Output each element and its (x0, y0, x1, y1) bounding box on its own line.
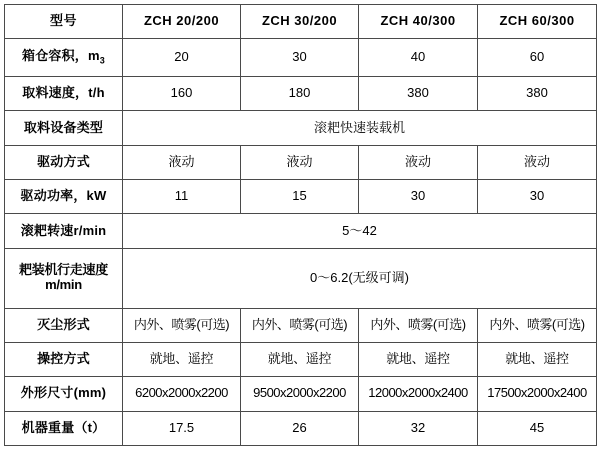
cell-bin-capacity-4: 60 (478, 39, 597, 77)
cell-dimensions-2: 9500x2000x2200 (241, 377, 359, 411)
cell-machine-weight-3: 32 (359, 411, 478, 445)
cell-dimensions-1: 6200x2000x2200 (123, 377, 241, 411)
cell-drive-power-4: 30 (478, 180, 597, 214)
cell-bin-capacity-3: 40 (359, 39, 478, 77)
row-label-machine-weight: 机器重量（t） (5, 411, 123, 445)
cell-dust-suppression-3: 内外、喷雾(可选) (359, 308, 478, 342)
row-label-control-mode: 操控方式 (5, 342, 123, 376)
table-row (5, 180, 597, 214)
row-label-drive-power: 驱动功率，kW (5, 180, 123, 214)
cell-dust-suppression-2: 内外、喷雾(可选) (241, 308, 359, 342)
cell-equipment-type-merged: 滚耙快速装载机 (123, 111, 597, 145)
cell-dust-suppression-1: 内外、喷雾(可选) (123, 308, 241, 342)
cell-control-mode-2: 就地、遥控 (241, 342, 359, 376)
specification-table (4, 4, 597, 446)
cell-drive-mode-4: 液动 (478, 145, 597, 179)
cell-dust-suppression-4: 内外、喷雾(可选) (478, 308, 597, 342)
cell-drive-mode-3: 液动 (359, 145, 478, 179)
row-label-rake-speed: 滚耙转速r/min (5, 214, 123, 248)
cell-control-mode-4: 就地、遥控 (478, 342, 597, 376)
cell-dimensions-3: 12000x2000x2400 (359, 377, 478, 411)
superscript-3: 3 (99, 55, 105, 66)
table-row (5, 77, 597, 111)
row-label-bin-capacity: 箱仓容积，$m_3$ (5, 39, 123, 77)
table-row (5, 39, 597, 77)
table-row (5, 248, 597, 308)
cell-control-mode-3: 就地、遥控 (359, 342, 478, 376)
cell-machine-weight-4: 45 (478, 411, 597, 445)
header-model-4: ZCH 60/300 (478, 5, 597, 39)
header-model-1: ZCH 20/200 (123, 5, 241, 39)
cell-reclaim-speed-1: 160 (123, 77, 241, 111)
cell-drive-power-2: 15 (241, 180, 359, 214)
table-row (5, 308, 597, 342)
cell-machine-weight-2: 26 (241, 411, 359, 445)
cell-reclaim-speed-4: 380 (478, 77, 597, 111)
table-row (5, 111, 597, 145)
cell-machine-weight-1: 17.5 (123, 411, 241, 445)
row-label-reclaim-speed: 取料速度，t/h (5, 77, 123, 111)
row-label-dimensions: 外形尺寸(mm) (5, 377, 123, 411)
table-row (5, 214, 597, 248)
row-label-equipment-type: 取料设备类型 (5, 111, 123, 145)
cell-bin-capacity-1: 20 (123, 39, 241, 77)
cell-rake-speed-merged: 5～42 (123, 214, 597, 248)
cell-drive-power-1: 11 (123, 180, 241, 214)
table-row (5, 145, 597, 179)
table-row (5, 411, 597, 445)
table-row (5, 377, 597, 411)
table-header-row (5, 5, 597, 39)
header-model-2: ZCH 30/200 (241, 5, 359, 39)
table-row (5, 342, 597, 376)
cell-control-mode-1: 就地、遥控 (123, 342, 241, 376)
header-model-label: 型号 (5, 5, 123, 39)
header-model-3: ZCH 40/300 (359, 5, 478, 39)
cell-dimensions-4: 17500x2000x2400 (478, 377, 597, 411)
cell-drive-power-3: 30 (359, 180, 478, 214)
cell-travel-speed-merged: 0～6.2(无级可调) (123, 248, 597, 308)
row-label-dust-suppression: 灭尘形式 (5, 308, 123, 342)
cell-reclaim-speed-3: 380 (359, 77, 478, 111)
cell-bin-capacity-2: 30 (241, 39, 359, 77)
cell-reclaim-speed-2: 180 (241, 77, 359, 111)
cell-drive-mode-1: 液动 (123, 145, 241, 179)
cell-drive-mode-2: 液动 (241, 145, 359, 179)
row-label-drive-mode: 驱动方式 (5, 145, 123, 179)
row-label-travel-speed: 耙装机行走速度m/min (5, 248, 123, 308)
